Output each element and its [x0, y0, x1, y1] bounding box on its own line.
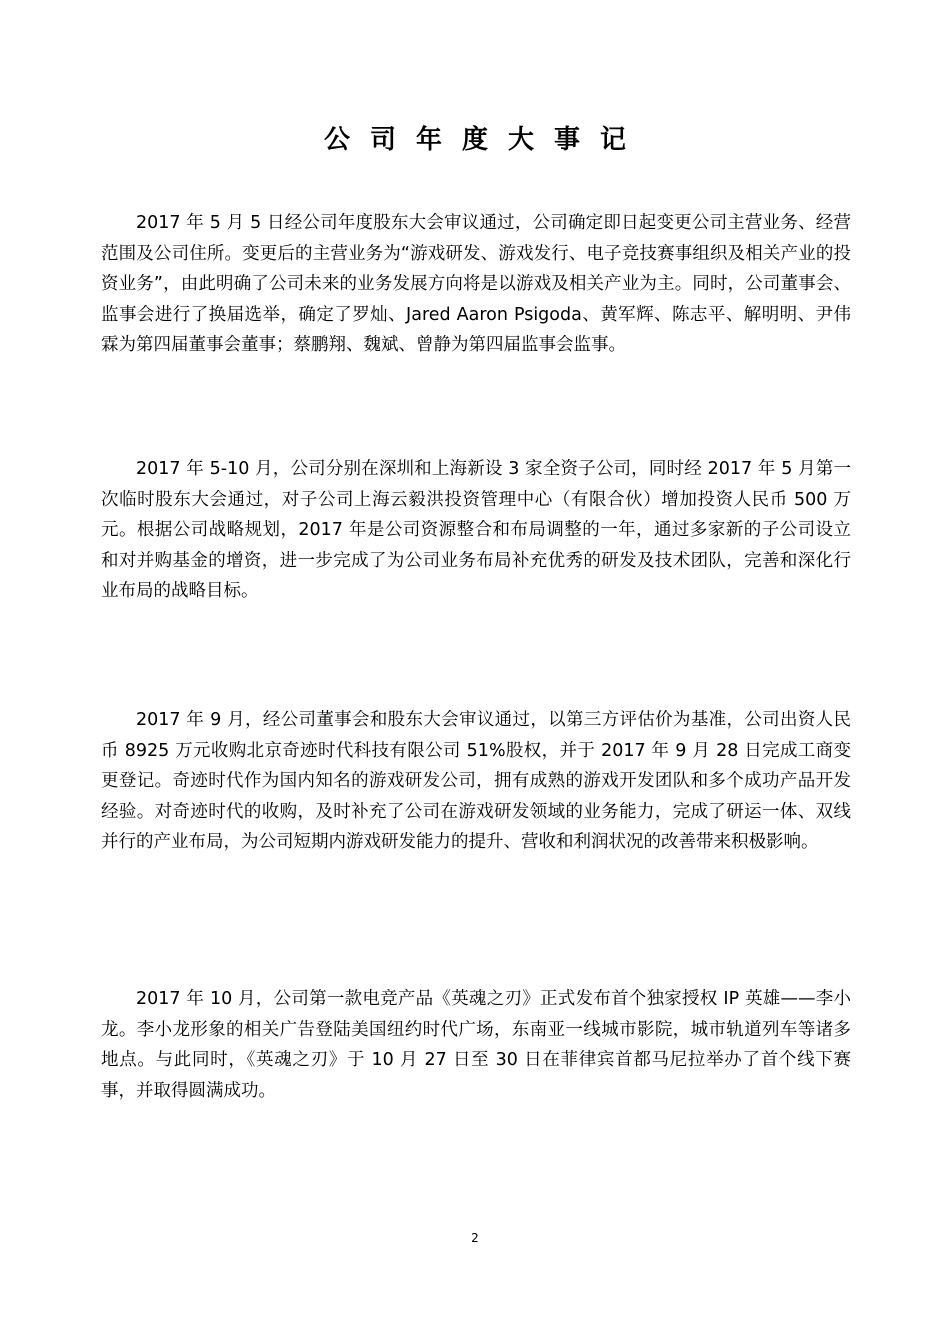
page-title: 公司年度大事记: [323, 125, 646, 155]
paragraph-subsidiaries: 2017 年 5-10 月，公司分别在深圳和上海新设 3 家全资子公司，同时经 2017 年 5 月第一次临时股东大会通过，对子公司上海云毅洪投资管理中心（有限合伙）增加投资人民币 500 万元。根据公司战略规划，2017 年是公司资源整合和布局调整的一年，通过多家新的子公司设立和对并购基金的增资，进一步完成了为公司业务布局补充优秀的研发及技术团队，完善和深化行业布局的战略目标。: [101, 459, 851, 601]
page-number: 2: [471, 1231, 479, 1245]
paragraph-acquisition: 2017 年 9 月，经公司董事会和股东大会审议通过，以第三方评估价为基准，公司出资人民币 8925 万元收购北京奇迹时代科技有限公司 51%股权，并于 2017 年 9 月 28 日完成工商变更登记。奇迹时代作为国内知名的游戏研发公司，拥有成熟的游戏开发团队和多个成功产品开发经验。对奇迹时代的收购，及时补充了公司在游戏研发领域的业务能力，完成了研运一体、双线并行的产业布局，为公司短期内游戏研发能力的提升、营收和利润状况的改善带来积极影响。: [101, 710, 851, 852]
paragraph-esports-product: 2017 年 10 月，公司第一款电竞产品《英魂之刃》正式发布首个独家授权 IP 英雄——李小龙。李小龙形象的相关广告登陆美国纽约时代广场，东南亚一线城市影院，城市轨道列车等诸多地点。与此同时，《英魂之刃》于 10 月 27 日至 30 日在菲律宾首都马尼拉举办了首个线下赛事，并取得圆满成功。: [101, 989, 851, 1101]
paragraph-shareholder-meeting: 2017 年 5 月 5 日经公司年度股东大会审议通过，公司确定即日起变更公司主营业务、经营范围及公司住所。变更后的主营业务为“游戏研发、游戏发行、电子竞技赛事组织及相关产业的投资业务”，由此明确了公司未来的业务发展方向将是以游戏及相关产业为主。同时，公司董事会、监事会进行了换届选举，确定了罗灿、Jared Aaron Psigoda、黄军辉、陈志平、解明明、尹伟霖为第四届董事会董事；蔡鹏翔、魏斌、曾静为第四届监事会监事。: [101, 213, 851, 355]
